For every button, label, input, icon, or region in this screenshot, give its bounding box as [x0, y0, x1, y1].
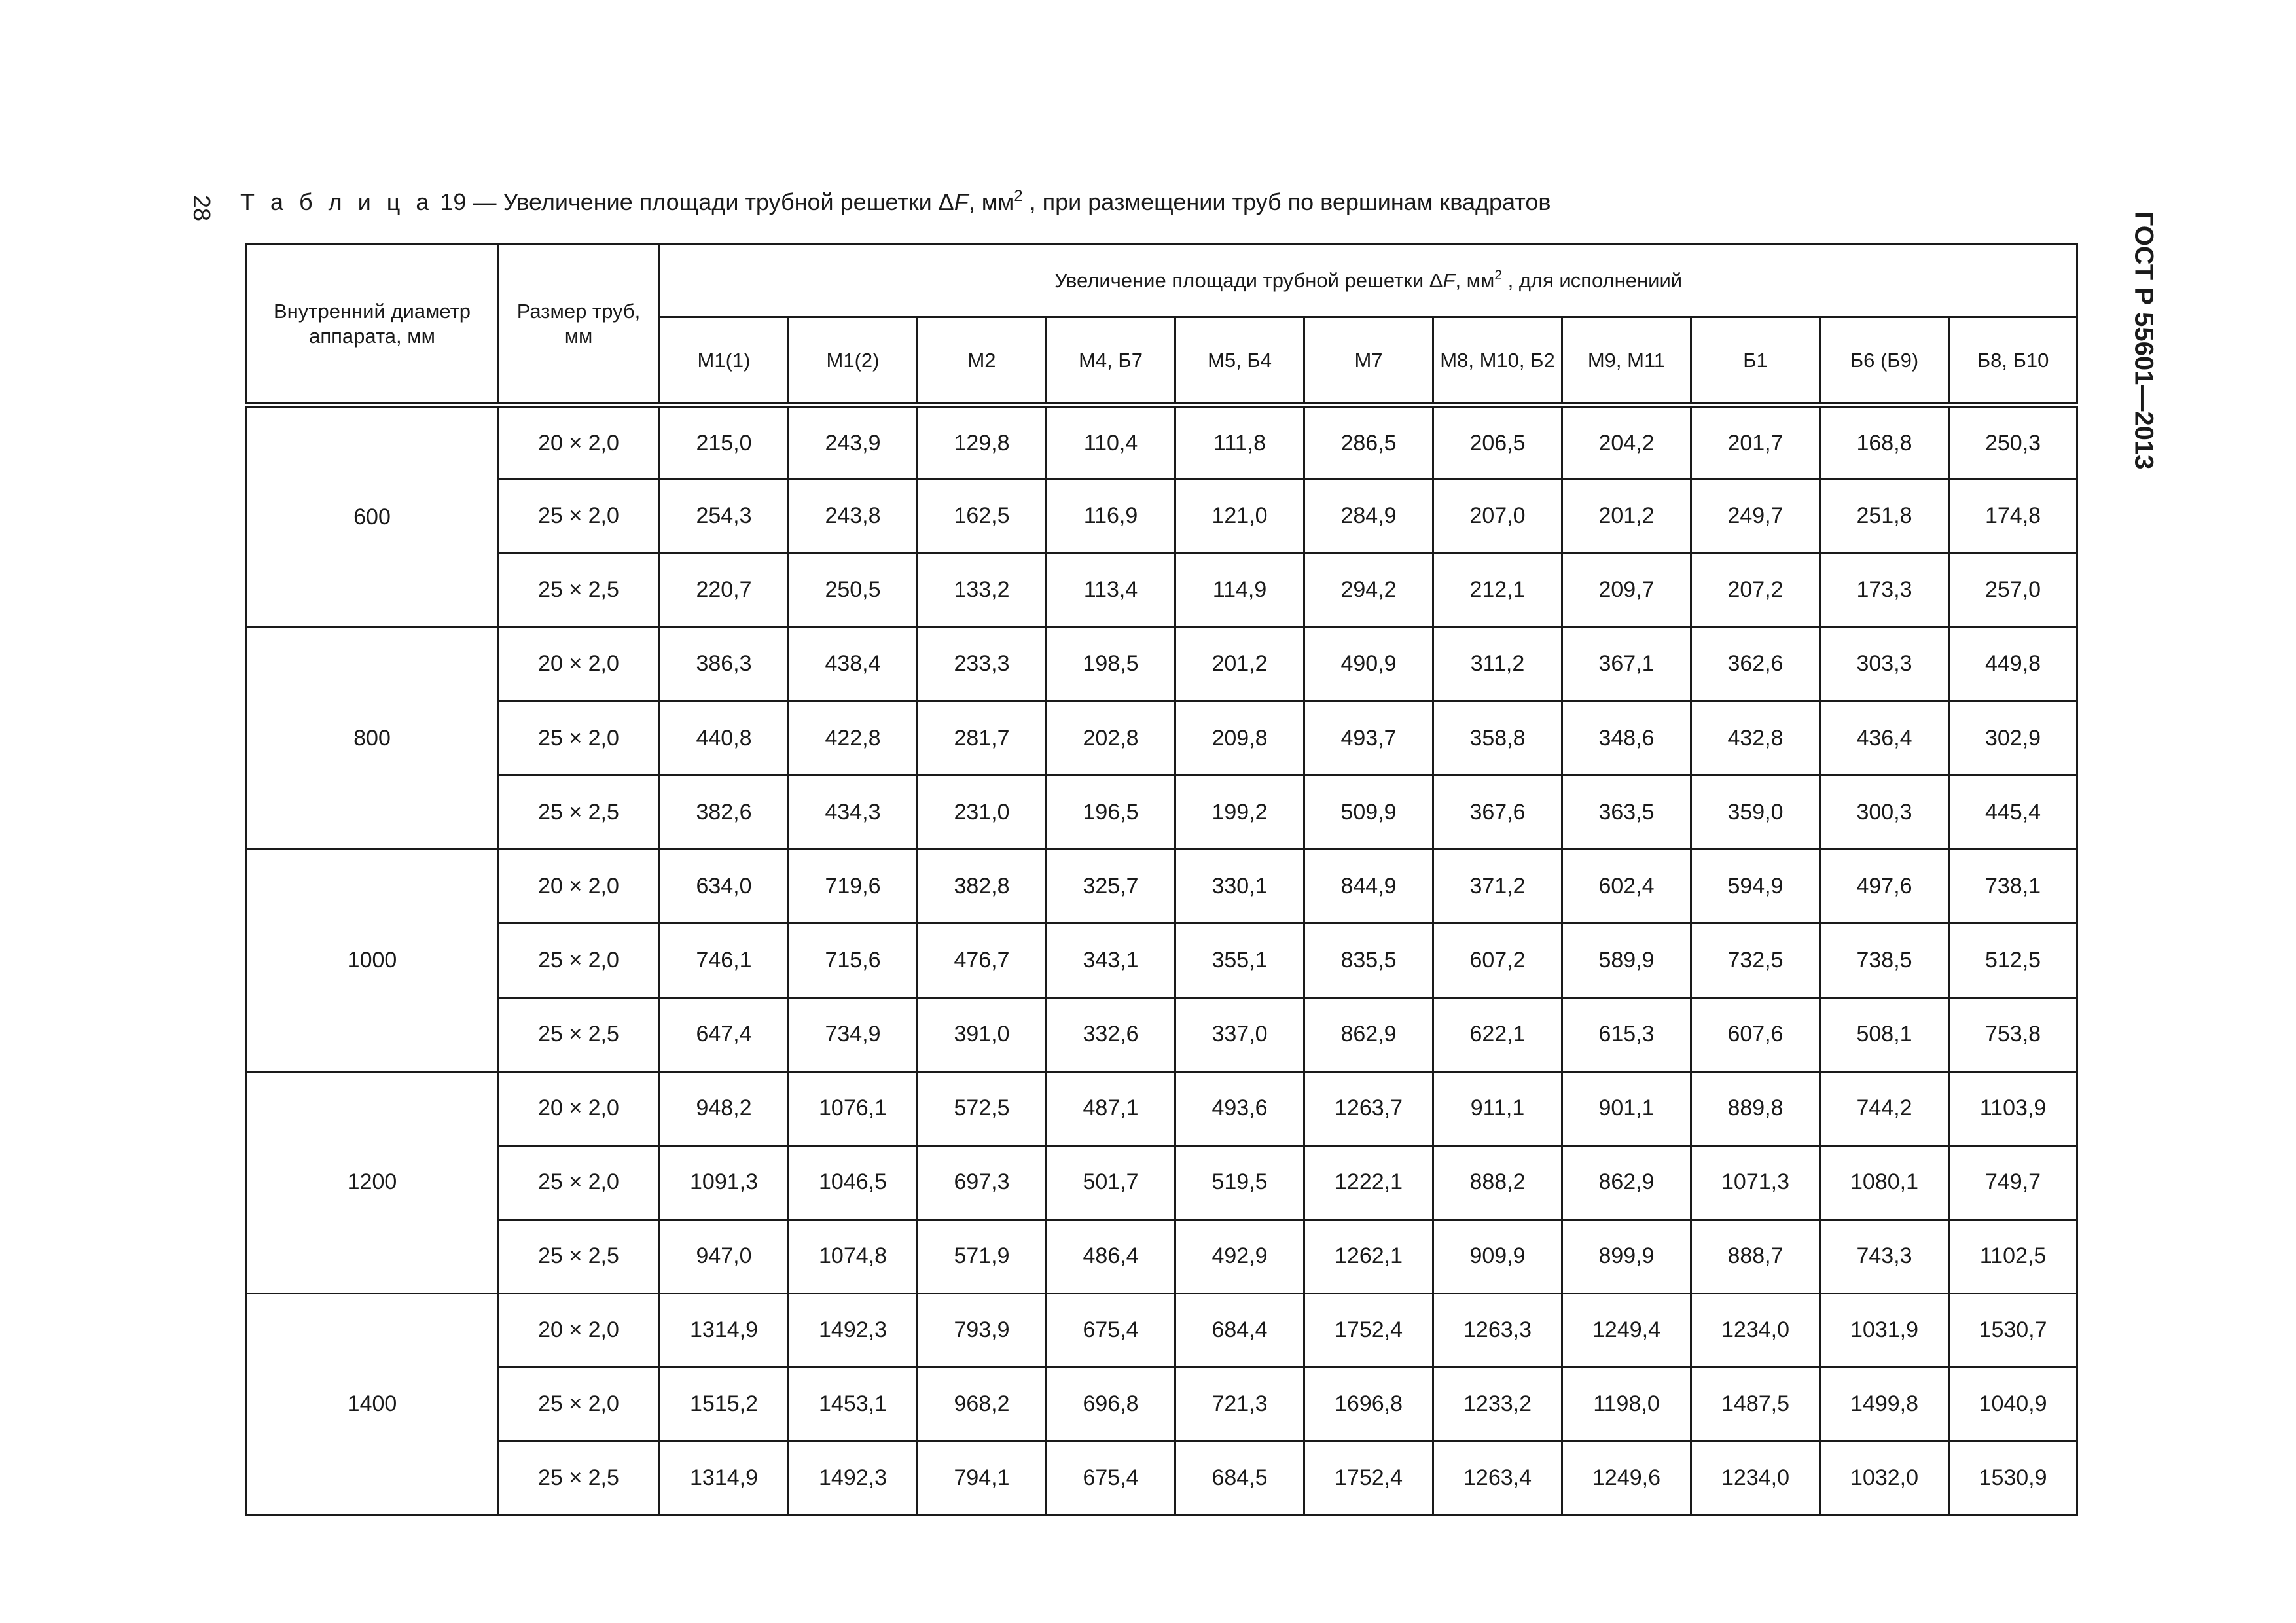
value-cell: 675,4 — [1047, 1293, 1175, 1367]
value-cell: 1530,7 — [1949, 1293, 2077, 1367]
value-cell: 233,3 — [918, 628, 1047, 702]
value-cell: 209,8 — [1175, 702, 1304, 776]
value-cell: 1492,3 — [789, 1441, 918, 1515]
header-row-top — [247, 245, 2077, 317]
value-cell: 719,6 — [789, 849, 918, 923]
tube-size-cell: 25 × 2,0 — [498, 480, 660, 554]
value-cell: 173,3 — [1820, 554, 1949, 628]
value-cell: 512,5 — [1949, 923, 2077, 997]
value-cell: 572,5 — [918, 1071, 1047, 1145]
tube-size-cell: 25 × 2,5 — [498, 554, 660, 628]
diameter-cell: 1200 — [247, 1071, 498, 1293]
header-tube-size: Размер труб, мм — [498, 245, 660, 406]
value-cell: 901,1 — [1562, 1071, 1691, 1145]
diameter-cell: 800 — [247, 628, 498, 849]
value-cell: 1263,3 — [1433, 1293, 1562, 1367]
value-cell: 1046,5 — [789, 1145, 918, 1219]
value-cell: 206,5 — [1433, 406, 1562, 480]
value-cell: 844,9 — [1304, 849, 1433, 923]
caption-text-b: , мм — [968, 188, 1014, 215]
value-cell: 738,5 — [1820, 923, 1949, 997]
value-cell: 1071,3 — [1691, 1145, 1820, 1219]
group-header-text-c: , для исполнениий — [1502, 269, 1683, 293]
tube-size-cell: 25 × 2,0 — [498, 923, 660, 997]
value-cell: 602,4 — [1562, 849, 1691, 923]
diameter-cell: 1000 — [247, 849, 498, 1071]
table-row — [247, 480, 2077, 554]
table-row — [247, 554, 2077, 628]
value-cell: 243,8 — [789, 480, 918, 554]
value-cell: 1040,9 — [1949, 1367, 2077, 1441]
value-cell: 202,8 — [1047, 702, 1175, 776]
diameter-cell: 600 — [247, 406, 498, 628]
value-cell: 438,4 — [789, 628, 918, 702]
value-cell: 1234,0 — [1691, 1441, 1820, 1515]
value-cell: 1752,4 — [1304, 1441, 1433, 1515]
value-cell: 243,9 — [789, 406, 918, 480]
header-variant: М7 — [1304, 317, 1433, 406]
header-variant: Б8, Б10 — [1949, 317, 2077, 406]
header-area-increase-group — [660, 245, 2077, 317]
tube-size-cell: 25 × 2,0 — [498, 1145, 660, 1219]
value-cell: 793,9 — [918, 1293, 1047, 1367]
value-cell: 1198,0 — [1562, 1367, 1691, 1441]
value-cell: 231,0 — [918, 776, 1047, 849]
table-row — [247, 1071, 2077, 1145]
value-cell: 888,2 — [1433, 1145, 1562, 1219]
tube-size-cell: 20 × 2,0 — [498, 1293, 660, 1367]
header-variant: Б1 — [1691, 317, 1820, 406]
value-cell: 311,2 — [1433, 628, 1562, 702]
tube-size-cell: 20 × 2,0 — [498, 628, 660, 702]
header-variant: М1(1) — [660, 317, 789, 406]
value-cell: 862,9 — [1304, 997, 1433, 1071]
value-cell: 114,9 — [1175, 554, 1304, 628]
tube-size-cell: 20 × 2,0 — [498, 849, 660, 923]
value-cell: 162,5 — [918, 480, 1047, 554]
header-variant: М8, М10, Б2 — [1433, 317, 1562, 406]
value-cell: 121,0 — [1175, 480, 1304, 554]
value-cell: 174,8 — [1949, 480, 2077, 554]
value-cell: 1515,2 — [660, 1367, 789, 1441]
header-variant: Б6 (Б9) — [1820, 317, 1949, 406]
value-cell: 1249,6 — [1562, 1441, 1691, 1515]
value-cell: 493,7 — [1304, 702, 1433, 776]
value-cell: 1752,4 — [1304, 1293, 1433, 1367]
value-cell: 508,1 — [1820, 997, 1949, 1071]
tube-size-cell: 25 × 2,5 — [498, 1219, 660, 1293]
value-cell: 116,9 — [1047, 480, 1175, 554]
header-diameter: Внутренний диаметр аппарата, мм — [247, 245, 498, 406]
value-cell: 1076,1 — [789, 1071, 918, 1145]
caption-variable: F — [954, 188, 969, 215]
value-cell: 201,7 — [1691, 406, 1820, 480]
value-cell: 110,4 — [1047, 406, 1175, 480]
value-cell: 113,4 — [1047, 554, 1175, 628]
diameter-cell: 1400 — [247, 1293, 498, 1515]
value-cell: 1314,9 — [660, 1441, 789, 1515]
value-cell: 909,9 — [1433, 1219, 1562, 1293]
group-header-variable: F — [1443, 269, 1456, 293]
value-cell: 749,7 — [1949, 1145, 2077, 1219]
value-cell: 250,3 — [1949, 406, 2077, 480]
value-cell: 968,2 — [918, 1367, 1047, 1441]
value-cell: 1222,1 — [1304, 1145, 1433, 1219]
tube-size-cell: 25 × 2,5 — [498, 997, 660, 1071]
value-cell: 697,3 — [918, 1145, 1047, 1219]
value-cell: 359,0 — [1691, 776, 1820, 849]
value-cell: 696,8 — [1047, 1367, 1175, 1441]
group-header-text-b: , мм — [1455, 269, 1495, 293]
value-cell: 589,9 — [1562, 923, 1691, 997]
value-cell: 794,1 — [918, 1441, 1047, 1515]
tube-size-cell: 25 × 2,5 — [498, 776, 660, 849]
tube-size-cell: 20 × 2,0 — [498, 1071, 660, 1145]
value-cell: 746,1 — [660, 923, 789, 997]
value-cell: 594,9 — [1691, 849, 1820, 923]
value-cell: 209,7 — [1562, 554, 1691, 628]
value-cell: 382,8 — [918, 849, 1047, 923]
value-cell: 734,9 — [789, 997, 918, 1071]
value-cell: 732,5 — [1691, 923, 1820, 997]
header-variant: М2 — [918, 317, 1047, 406]
value-cell: 634,0 — [660, 849, 789, 923]
tube-size-cell: 20 × 2,0 — [498, 406, 660, 480]
value-cell: 196,5 — [1047, 776, 1175, 849]
value-cell: 721,3 — [1175, 1367, 1304, 1441]
value-cell: 486,4 — [1047, 1219, 1175, 1293]
table-row — [247, 406, 2077, 480]
header-variant: М1(2) — [789, 317, 918, 406]
value-cell: 281,7 — [918, 702, 1047, 776]
value-cell: 207,0 — [1433, 480, 1562, 554]
table-row — [247, 849, 2077, 923]
value-cell: 948,2 — [660, 1071, 789, 1145]
table-head — [247, 245, 2077, 406]
header-variant: М9, М11 — [1562, 317, 1691, 406]
table-row — [247, 628, 2077, 702]
value-cell: 422,8 — [789, 702, 918, 776]
value-cell: 201,2 — [1175, 628, 1304, 702]
value-cell: 199,2 — [1175, 776, 1304, 849]
table-row — [247, 776, 2077, 849]
value-cell: 168,8 — [1820, 406, 1949, 480]
group-header-superscript: 2 — [1494, 268, 1502, 283]
value-cell: 1249,4 — [1562, 1293, 1691, 1367]
value-cell: 497,6 — [1820, 849, 1949, 923]
value-cell: 348,6 — [1562, 702, 1691, 776]
value-cell: 889,8 — [1691, 1071, 1820, 1145]
value-cell: 1530,9 — [1949, 1441, 2077, 1515]
value-cell: 204,2 — [1562, 406, 1691, 480]
value-cell: 286,5 — [1304, 406, 1433, 480]
value-cell: 133,2 — [918, 554, 1047, 628]
value-cell: 371,2 — [1433, 849, 1562, 923]
value-cell: 1263,7 — [1304, 1071, 1433, 1145]
value-cell: 1234,0 — [1691, 1293, 1820, 1367]
value-cell: 249,7 — [1691, 480, 1820, 554]
value-cell: 201,2 — [1562, 480, 1691, 554]
value-cell: 684,5 — [1175, 1441, 1304, 1515]
value-cell: 509,9 — [1304, 776, 1433, 849]
value-cell: 911,1 — [1433, 1071, 1562, 1145]
table-row — [247, 1441, 2077, 1515]
tube-size-cell: 25 × 2,5 — [498, 1441, 660, 1515]
value-cell: 888,7 — [1691, 1219, 1820, 1293]
value-cell: 1031,9 — [1820, 1293, 1949, 1367]
value-cell: 303,3 — [1820, 628, 1949, 702]
header-variant: М5, Б4 — [1175, 317, 1304, 406]
value-cell: 358,8 — [1433, 702, 1562, 776]
value-cell: 571,9 — [918, 1219, 1047, 1293]
value-cell: 1233,2 — [1433, 1367, 1562, 1441]
value-cell: 476,7 — [918, 923, 1047, 997]
caption-text-a: 19 — Увеличение площади трубной решетки Δ — [433, 188, 954, 215]
value-cell: 1032,0 — [1820, 1441, 1949, 1515]
value-cell: 250,5 — [789, 554, 918, 628]
value-cell: 111,8 — [1175, 406, 1304, 480]
table-row — [247, 1293, 2077, 1367]
value-cell: 332,6 — [1047, 997, 1175, 1071]
value-cell: 212,1 — [1433, 554, 1562, 628]
page-number: 28 — [188, 194, 215, 222]
value-cell: 362,6 — [1691, 628, 1820, 702]
value-cell: 440,8 — [660, 702, 789, 776]
value-cell: 300,3 — [1820, 776, 1949, 849]
value-cell: 386,3 — [660, 628, 789, 702]
value-cell: 445,4 — [1949, 776, 2077, 849]
header-variant: М4, Б7 — [1047, 317, 1175, 406]
tube-size-cell: 25 × 2,0 — [498, 1367, 660, 1441]
value-cell: 715,6 — [789, 923, 918, 997]
value-cell: 363,5 — [1562, 776, 1691, 849]
value-cell: 1696,8 — [1304, 1367, 1433, 1441]
value-cell: 607,2 — [1433, 923, 1562, 997]
value-cell: 738,1 — [1949, 849, 2077, 923]
value-cell: 493,6 — [1175, 1071, 1304, 1145]
value-cell: 284,9 — [1304, 480, 1433, 554]
value-cell: 647,4 — [660, 997, 789, 1071]
value-cell: 835,5 — [1304, 923, 1433, 997]
value-cell: 607,6 — [1691, 997, 1820, 1071]
value-cell: 449,8 — [1949, 628, 2077, 702]
value-cell: 367,1 — [1562, 628, 1691, 702]
value-cell: 1262,1 — [1304, 1219, 1433, 1293]
value-cell: 1314,9 — [660, 1293, 789, 1367]
value-cell: 862,9 — [1562, 1145, 1691, 1219]
table-row — [247, 1219, 2077, 1293]
table-row — [247, 1145, 2077, 1219]
value-cell: 684,4 — [1175, 1293, 1304, 1367]
value-cell: 519,5 — [1175, 1145, 1304, 1219]
value-cell: 1103,9 — [1949, 1071, 2077, 1145]
value-cell: 198,5 — [1047, 628, 1175, 702]
value-cell: 294,2 — [1304, 554, 1433, 628]
value-cell: 436,4 — [1820, 702, 1949, 776]
value-cell: 490,9 — [1304, 628, 1433, 702]
value-cell: 744,2 — [1820, 1071, 1949, 1145]
caption-prefix: Т а б л и ц а — [240, 188, 434, 215]
value-cell: 487,1 — [1047, 1071, 1175, 1145]
value-cell: 254,3 — [660, 480, 789, 554]
value-cell: 129,8 — [918, 406, 1047, 480]
group-header-text-a: Увеличение площади трубной решетки Δ — [1054, 269, 1443, 293]
value-cell: 251,8 — [1820, 480, 1949, 554]
value-cell: 207,2 — [1691, 554, 1820, 628]
value-cell: 367,6 — [1433, 776, 1562, 849]
value-cell: 215,0 — [660, 406, 789, 480]
value-cell: 1499,8 — [1820, 1367, 1949, 1441]
value-cell: 330,1 — [1175, 849, 1304, 923]
caption-superscript: 2 — [1014, 187, 1023, 205]
value-cell: 343,1 — [1047, 923, 1175, 997]
value-cell: 432,8 — [1691, 702, 1820, 776]
value-cell: 675,4 — [1047, 1441, 1175, 1515]
value-cell: 434,3 — [789, 776, 918, 849]
value-cell: 899,9 — [1562, 1219, 1691, 1293]
value-cell: 1263,4 — [1433, 1441, 1562, 1515]
table-body — [247, 406, 2077, 1516]
value-cell: 1453,1 — [789, 1367, 918, 1441]
value-cell: 501,7 — [1047, 1145, 1175, 1219]
table-row — [247, 702, 2077, 776]
value-cell: 1492,3 — [789, 1293, 918, 1367]
value-cell: 257,0 — [1949, 554, 2077, 628]
value-cell: 337,0 — [1175, 997, 1304, 1071]
table-row — [247, 923, 2077, 997]
value-cell: 743,3 — [1820, 1219, 1949, 1293]
table-row — [247, 997, 2077, 1071]
caption-text-c: , при размещении труб по вершинам квадратов — [1022, 188, 1551, 215]
value-cell: 325,7 — [1047, 849, 1175, 923]
table-row — [247, 1367, 2077, 1441]
value-cell: 220,7 — [660, 554, 789, 628]
value-cell: 355,1 — [1175, 923, 1304, 997]
value-cell: 947,0 — [660, 1219, 789, 1293]
table-caption — [240, 188, 1551, 216]
value-cell: 382,6 — [660, 776, 789, 849]
data-table — [245, 243, 2078, 1516]
value-cell: 391,0 — [918, 997, 1047, 1071]
value-cell: 1487,5 — [1691, 1367, 1820, 1441]
value-cell: 615,3 — [1562, 997, 1691, 1071]
value-cell: 622,1 — [1433, 997, 1562, 1071]
value-cell: 302,9 — [1949, 702, 2077, 776]
value-cell: 1080,1 — [1820, 1145, 1949, 1219]
value-cell: 492,9 — [1175, 1219, 1304, 1293]
value-cell: 1074,8 — [789, 1219, 918, 1293]
value-cell: 1102,5 — [1949, 1219, 2077, 1293]
value-cell: 1091,3 — [660, 1145, 789, 1219]
tube-size-cell: 25 × 2,0 — [498, 702, 660, 776]
value-cell: 753,8 — [1949, 997, 2077, 1071]
standard-designation: ГОСТ Р 55601—2013 — [2129, 211, 2159, 470]
